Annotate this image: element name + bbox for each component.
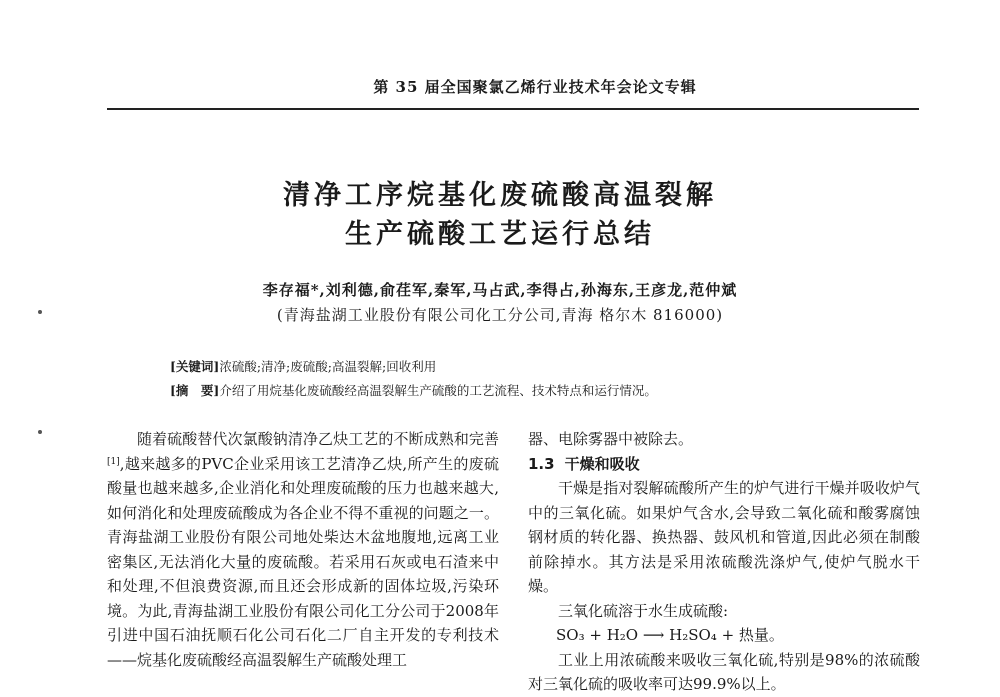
reaction-intro: 三氧化硫溶于水生成硫酸: bbox=[558, 601, 729, 620]
continued-text: 器、电除雾器中被除去。 bbox=[528, 430, 694, 448]
left-column bbox=[107, 427, 499, 672]
abstract-text: 介绍了用烷基化废硫酸经高温裂解生产硫酸的工艺流程、技术特点和运行情况。 bbox=[219, 383, 657, 398]
right-column bbox=[528, 427, 920, 697]
header-rule bbox=[107, 108, 919, 110]
abstract-label: [摘 要] bbox=[170, 383, 220, 398]
abstract-block bbox=[170, 381, 657, 399]
running-header: 第 35 届全国聚氯乙烯行业技术年会论文专辑 bbox=[373, 78, 697, 96]
keywords-text: 浓硫酸;清净;废硫酸;高温裂解;回收利用 bbox=[219, 359, 437, 374]
section-title: 干燥和吸收 bbox=[564, 454, 640, 473]
drying-paragraph: 干燥是指对裂解硫酸所产生的炉气进行干燥并吸收炉气中的三氧化硫。如果炉气含水,会导致二氧化硫和酸雾腐蚀钢材质的转化器、换热器、鼓风机和管道,因此必须在制酸前除掉水。其方法是采用浓硫酸洗涤炉气,使炉气脱水干燥。 bbox=[528, 479, 920, 595]
affiliation: (青海盐湖工业股份有限公司化工分公司,青海 格尔木 816000) bbox=[276, 306, 724, 324]
keywords-label: [关键词] bbox=[170, 359, 220, 374]
section-number: 1.3 bbox=[528, 454, 555, 473]
keywords-block bbox=[170, 357, 436, 375]
chemical-equation: SO₃ + H₂O ⟶ H₂SO₄ + 热量。 bbox=[556, 626, 784, 644]
absorption-paragraph: 工业上用浓硫酸来吸收三氧化硫,特别是98%的浓硫酸对三氧化硫的吸收率可达99.9%以上。 bbox=[528, 650, 920, 693]
title-line-2: 生产硫酸工艺运行总结 bbox=[345, 219, 655, 250]
intro-text-1: 随着硫酸替代次氯酸钠清净乙炔工艺的不断成熟和完善 bbox=[137, 430, 499, 448]
scan-speck bbox=[38, 430, 42, 434]
author-list: 李存福*,刘利德,俞荏军,秦军,马占武,李得占,孙海东,王彦龙,范仲斌 bbox=[262, 281, 738, 299]
section-heading bbox=[528, 452, 920, 477]
intro-paragraph bbox=[107, 427, 499, 672]
title-line-1: 清净工序烷基化废硫酸高温裂解 bbox=[283, 180, 717, 211]
citation-ref: [1] bbox=[107, 456, 120, 467]
intro-text-2: ,越来越多的PVC企业采用该工艺清净乙炔,所产生的废硫酸量也越来越多,企业消化和处理废硫酸的压力也越来越大,如何消化和处理废硫酸成为各企业不得不重视的问题之一。青海盐湖工业股份有限公司地处柴达木盆地腹地,远离工业密集区,无法消化大量的废硫酸。若采用石灰或电石渣来中和处理,不但浪费资源,而且还会形成新的固体垃圾,污染环境。为此,青海盐湖工业股份有限公司化工分公司于2008年引进中国石油抚顺石化公司石化二厂自主开发的专利技术——烷基化废硫酸经高温裂解生产硫酸处理工 bbox=[107, 454, 499, 669]
scan-speck bbox=[38, 310, 42, 314]
